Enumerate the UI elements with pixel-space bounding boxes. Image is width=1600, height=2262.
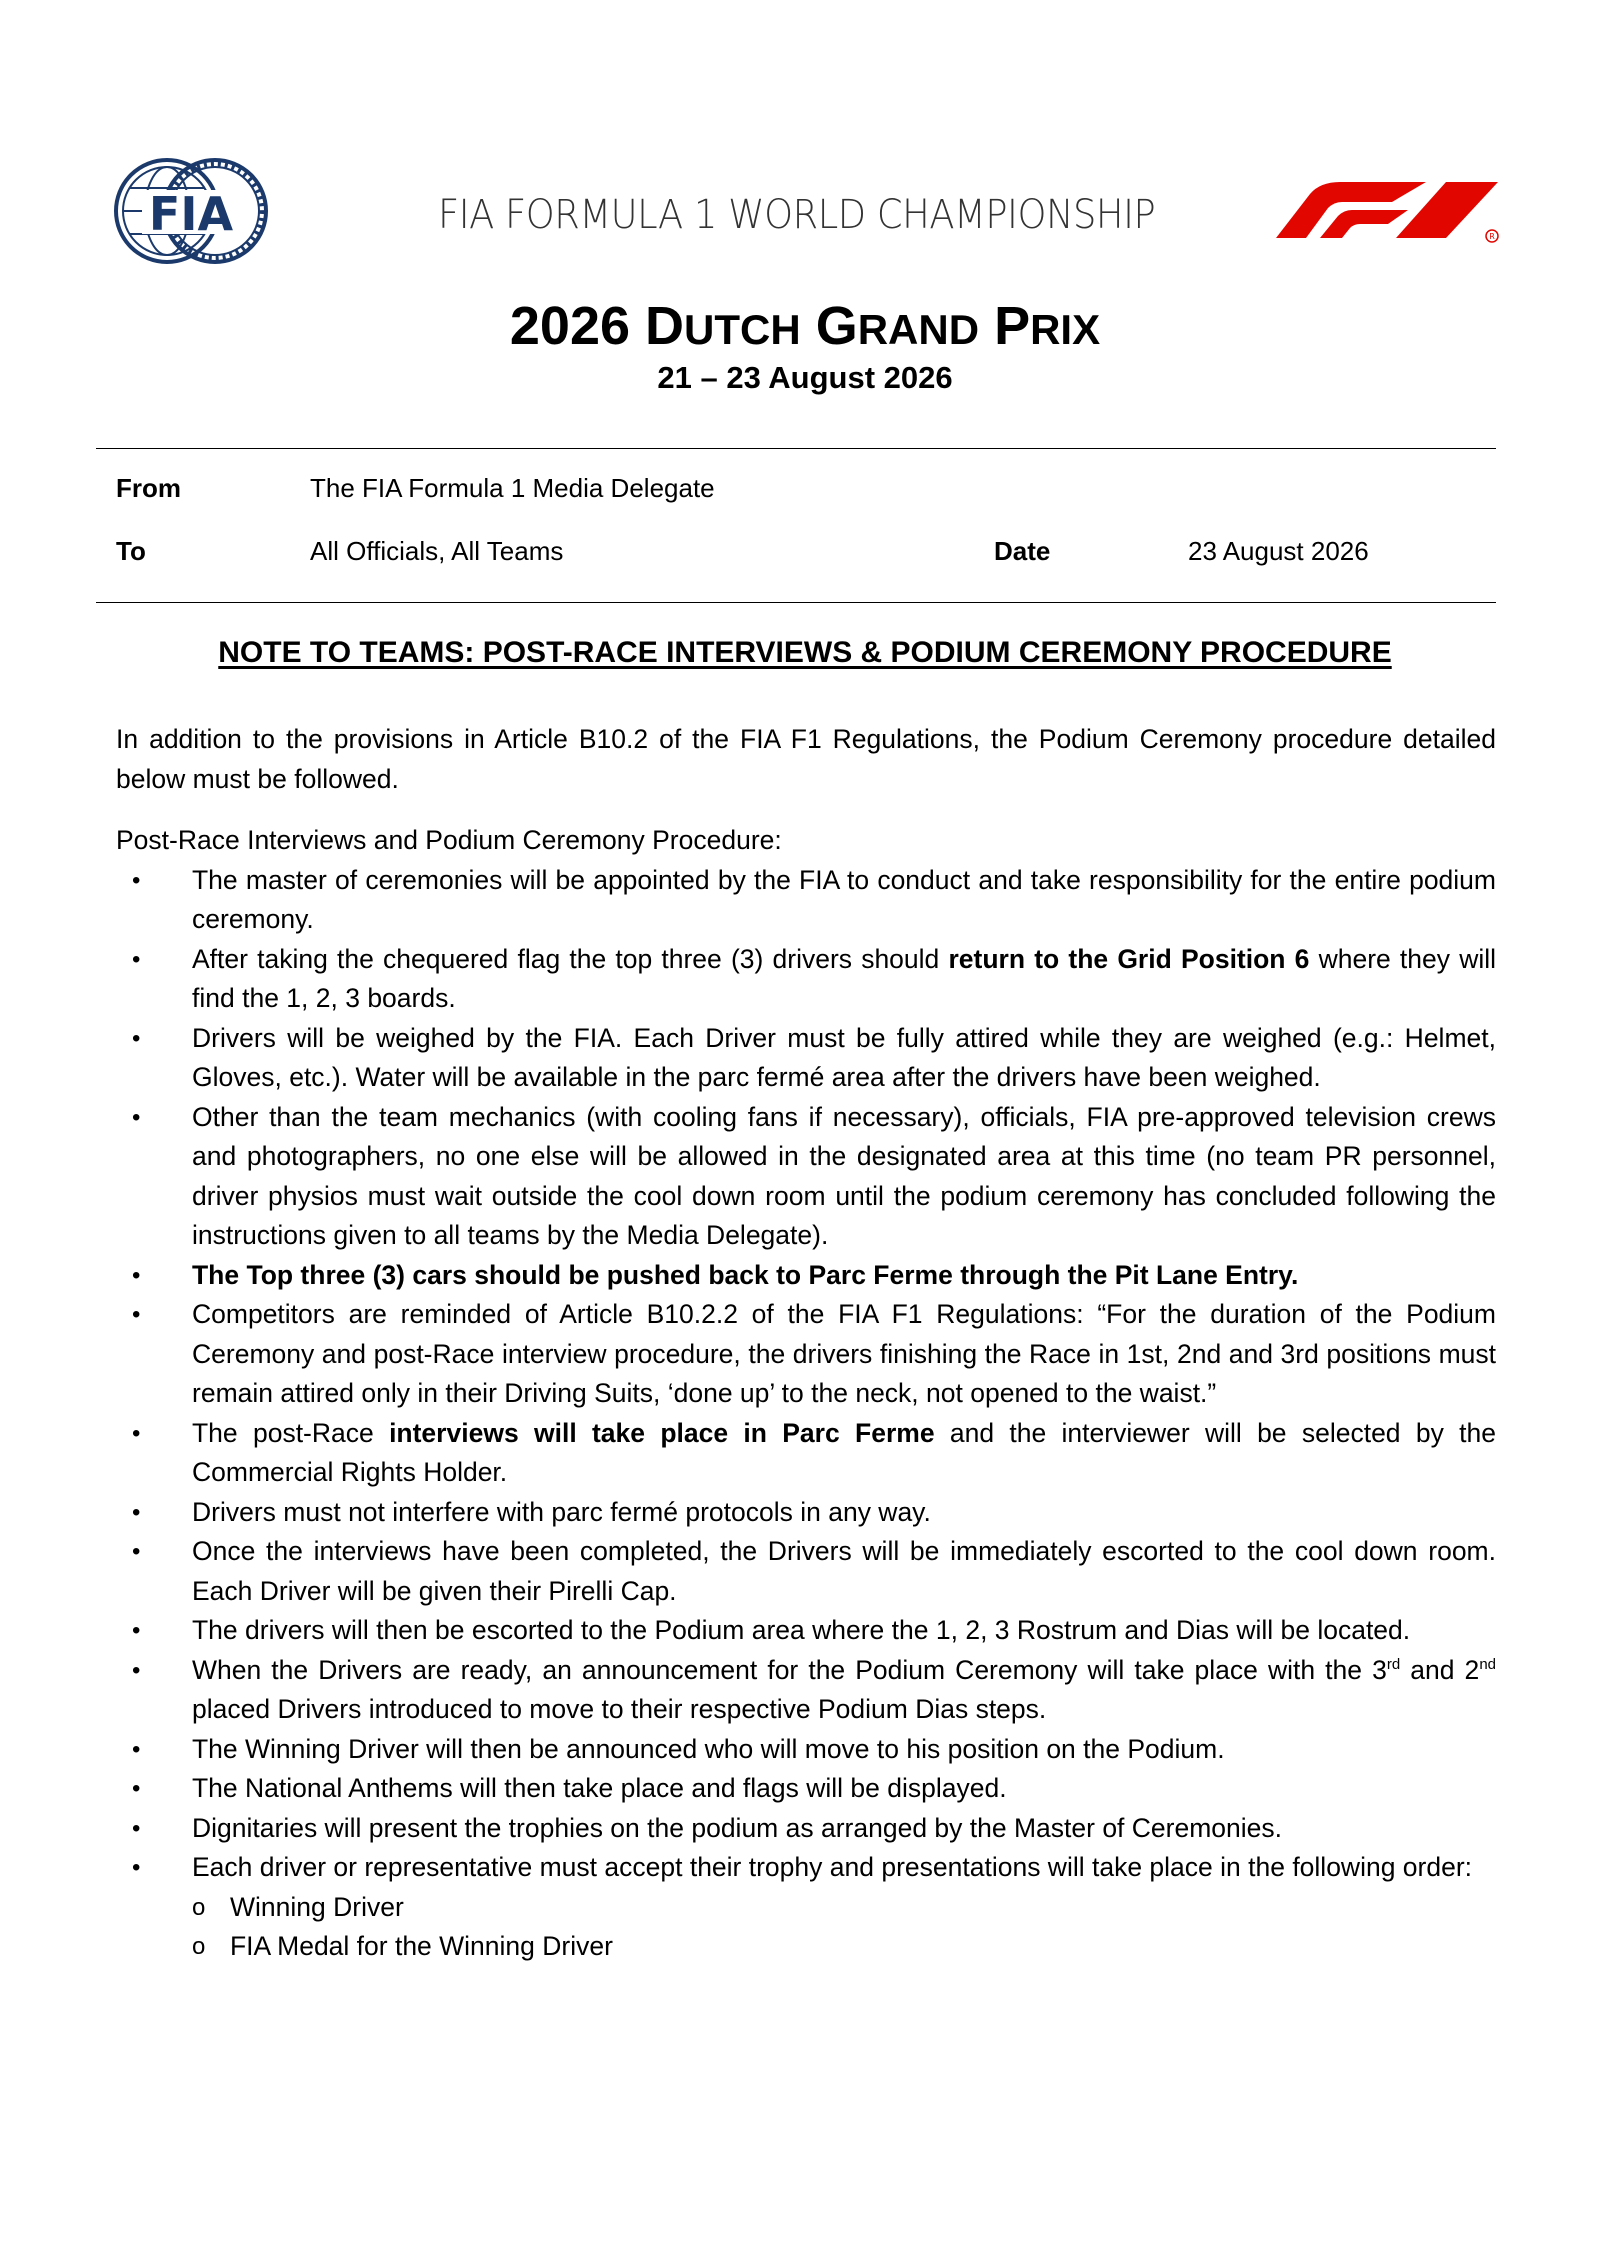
divider bbox=[96, 602, 1496, 603]
date-label: Date bbox=[994, 536, 1051, 566]
procedure-list bbox=[116, 861, 1496, 1967]
fia-logo-icon bbox=[112, 156, 270, 266]
list-item: • Each driver or representative must accept their trophy and presentations will take place in the following order: o Winning Driver o FIA Medal for the Winning Driver bbox=[116, 1848, 1496, 1967]
event-name-word: DUTCH bbox=[645, 296, 801, 356]
divider bbox=[96, 448, 1496, 449]
list-item: • Drivers must not interfere with parc fermé protocols in any way. bbox=[116, 1493, 1496, 1533]
list-item: • When the Drivers are ready, an announcement for the Podium Ceremony will take place with the 3rd and 2nd placed Drivers introduced to move to their respective Podium Dias steps. bbox=[116, 1651, 1496, 1730]
list-item: • Once the interviews have been completed, the Drivers will be immediately escorted to the cool down room. Each Driver will be given their Pirelli Cap. bbox=[116, 1532, 1496, 1611]
list-item: • Dignitaries will present the trophies on the podium as arranged by the Master of Ceremonies. bbox=[116, 1809, 1496, 1849]
list-item: • After taking the chequered flag the top three (3) drivers should return to the Grid Position 6 where they will find the 1, 2, 3 boards. bbox=[116, 940, 1496, 1019]
intro-paragraph: In addition to the provisions in Article B10.2 of the FIA F1 Regulations, the Podium Ceremony procedure detailed below must be followed. bbox=[116, 724, 1496, 794]
document-header bbox=[0, 0, 1600, 280]
list-item: • Competitors are reminded of Article B10.2.2 of the FIA F1 Regulations: “For the duration of the Podium Ceremony and post-Race interview procedure, the drivers finishing the Race in 1st, 2nd and 3rd positions must remain attired only in their Driving Suits, ‘done up’ to the neck, not opened to the waist.” bbox=[116, 1295, 1496, 1414]
list-item: • The drivers will then be escorted to the Podium area where the 1, 2, 3 Rostrum and Dias will be located. bbox=[116, 1611, 1496, 1651]
sub-list bbox=[192, 1888, 1496, 1967]
list-item: • Other than the team mechanics (with cooling fans if necessary), officials, FIA pre-approved television crews and photographers, no one else will be allowed in the designated area at this time (no team PR personnel, driver physios must wait outside the cool down room until the podium ceremony has concluded following the instructions given to all teams by the Media Delegate). bbox=[116, 1098, 1496, 1256]
note-body bbox=[116, 720, 1496, 1967]
to-label: To bbox=[116, 536, 146, 566]
event-name-word: GRAND bbox=[815, 296, 980, 356]
list-item: • Drivers will be weighed by the FIA. Each Driver must be fully attired while they are weighed (e.g.: Helmet, Gloves, etc.). Water will be available in the parc fermé area after the drivers have been weighed. bbox=[116, 1019, 1496, 1098]
list-item: • The master of ceremonies will be appointed by the FIA to conduct and take responsibility for the entire podium ceremony. bbox=[116, 861, 1496, 940]
event-dates: 21 – 23 August 2026 bbox=[657, 360, 953, 395]
sub-list-item: o Winning Driver bbox=[192, 1888, 1496, 1928]
championship-title: FIA FORMULA 1 WORLD CHAMPIONSHIP bbox=[438, 192, 1156, 238]
list-item: • The National Anthems will then take place and flags will be displayed. bbox=[116, 1769, 1496, 1809]
event-year: 2026 bbox=[509, 296, 631, 356]
svg-text:R: R bbox=[1489, 232, 1495, 241]
procedure-heading: Post-Race Interviews and Podium Ceremony Procedure: bbox=[116, 825, 782, 855]
date-value: 23 August 2026 bbox=[1188, 536, 1369, 566]
list-item: • The post-Race interviews will take place in Parc Ferme and the interviewer will be selected by the Commercial Rights Holder. bbox=[116, 1414, 1496, 1493]
from-value: The FIA Formula 1 Media Delegate bbox=[310, 473, 715, 503]
list-item: • The Winning Driver will then be announced who will move to his position on the Podium. bbox=[116, 1730, 1496, 1770]
to-value: All Officials, All Teams bbox=[310, 536, 564, 566]
event-title bbox=[0, 295, 1600, 357]
list-item: • The Top three (3) cars should be pushed back to Parc Ferme through the Pit Lane Entry. bbox=[116, 1256, 1496, 1296]
f1-logo-icon bbox=[1276, 180, 1504, 244]
from-label: From bbox=[116, 473, 181, 503]
sub-list-item: o FIA Medal for the Winning Driver bbox=[192, 1927, 1496, 1967]
note-title: NOTE TO TEAMS: POST-RACE INTERVIEWS & PODIUM CEREMONY PROCEDURE bbox=[218, 636, 1392, 669]
fia-logo-text: FIA bbox=[148, 187, 234, 241]
event-name-word: PRIX bbox=[994, 296, 1101, 356]
